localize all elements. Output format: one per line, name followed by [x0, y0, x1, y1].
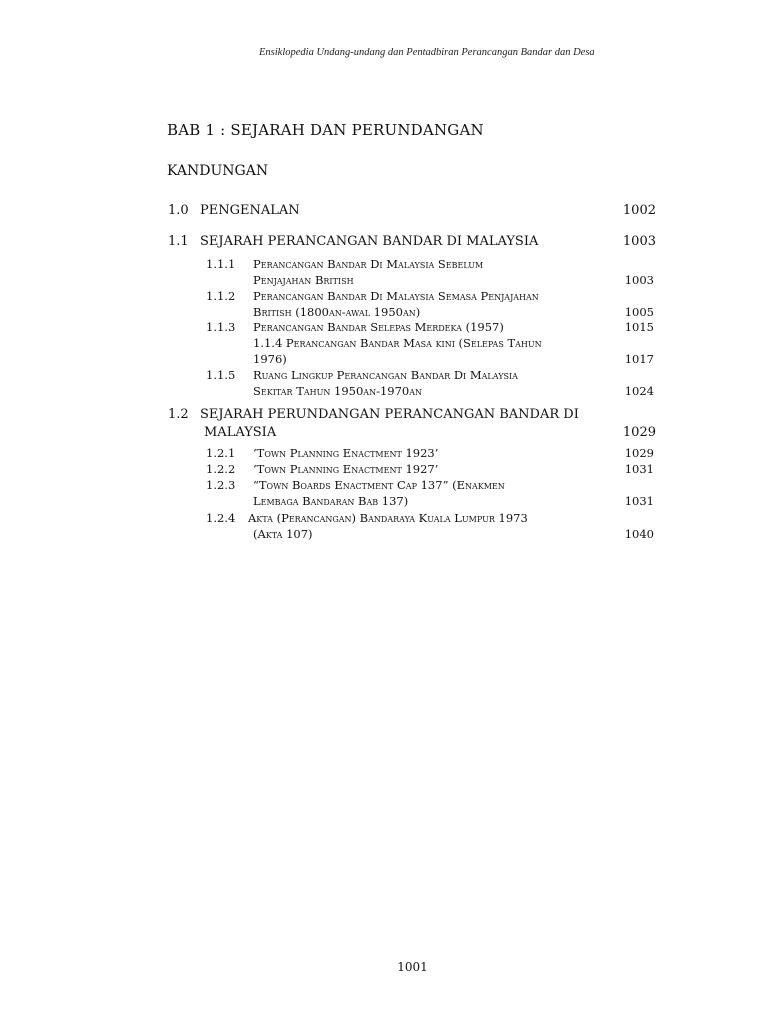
- subsection-number: 1.1.3: [206, 320, 236, 334]
- toc-entry-1-2-1[interactable]: [206, 446, 654, 462]
- toc-entry-1-2-3[interactable]: [206, 478, 654, 509]
- subsection-title-line1: ‘Town Planning Enactment 1927’: [253, 462, 439, 476]
- subsection-number: 1.2.3: [206, 478, 236, 492]
- page-reference: 1029: [624, 446, 654, 460]
- toc-entry-1-1-1[interactable]: [206, 257, 654, 288]
- page-reference: 1024: [624, 383, 654, 398]
- toc-entry-1-2-2[interactable]: [206, 462, 654, 478]
- toc-entry-1-2-4[interactable]: [206, 511, 654, 542]
- section-title-line2: MALAYSIA: [204, 425, 277, 440]
- subsection-title-line1: “Town Boards Enactment Cap 137” (Enakmen: [253, 478, 505, 492]
- page-reference: 1017: [624, 351, 654, 366]
- toc-entry-1-2[interactable]: [168, 405, 656, 445]
- page-reference: 1029: [622, 425, 656, 440]
- toc-entry-1-0[interactable]: [168, 201, 656, 221]
- toc-entry-1-1[interactable]: [168, 232, 656, 252]
- section-title: PENGENALAN: [200, 203, 300, 218]
- subsection-number: 1.1.2: [206, 289, 236, 303]
- subsection-title-line1: Perancangan Bandar Di Malaysia Semasa Penjajahan: [253, 289, 539, 303]
- page-reference: 1031: [624, 462, 654, 476]
- subsection-title-line1: ‘Town Planning Enactment 1923’: [253, 446, 439, 460]
- chapter-title: BAB 1 : SEJARAH DAN PERUNDANGAN: [167, 121, 484, 139]
- subsection-title-line1: Ruang Lingkup Perancangan Bandar Di Malaysia: [253, 368, 518, 382]
- subsection-title-line1: Perancangan Bandar Selepas Merdeka (1957): [253, 320, 504, 334]
- section-number: 1.2: [168, 407, 189, 422]
- subsection-title-line1: 1.1.4 Perancangan Bandar Masa kini (Selepas Tahun: [253, 336, 542, 350]
- subsection-title-line2: Penjajahan British: [253, 272, 354, 287]
- section-number: 1.1: [168, 234, 189, 249]
- toc-entry-1-1-4[interactable]: [206, 336, 654, 367]
- subsection-title-line2: Sekitar Tahun 1950an-1970an: [253, 383, 423, 398]
- page-reference: 1015: [624, 320, 654, 334]
- subsection-title-line2: (Akta 107): [253, 526, 313, 541]
- subsection-number: 1.1.5: [206, 368, 236, 382]
- page-reference: 1005: [624, 304, 654, 319]
- subsection-title-line2: British (1800an-awal 1950an): [253, 304, 421, 319]
- subsection-number: 1.2.2: [206, 462, 236, 476]
- subsection-title-line2: Lembaga Bandaran Bab 137): [253, 493, 409, 508]
- page-reference: 1031: [624, 493, 654, 508]
- subsection-title-line2: 1976): [253, 351, 287, 366]
- section-title: SEJARAH PERANCANGAN BANDAR DI MALAYSIA: [200, 234, 539, 249]
- section-number: 1.0: [168, 203, 189, 218]
- page-reference: 1002: [622, 203, 656, 218]
- running-header: Ensiklopedia Undang-undang dan Pentadbiran Perancangan Bandar dan Desa: [259, 47, 595, 58]
- page-number: 1001: [397, 960, 428, 974]
- page-reference: 1040: [624, 526, 654, 541]
- subsection-number: 1.1.1: [206, 257, 236, 271]
- page-reference: 1003: [622, 234, 656, 249]
- toc-entry-1-1-3[interactable]: [206, 320, 654, 336]
- page-reference: 1003: [624, 272, 654, 287]
- subsection-title-line1: Akta (Perancangan) Bandaraya Kuala Lumpur 1973: [248, 511, 528, 525]
- subsection-title-line1: Perancangan Bandar Di Malaysia Sebelum: [253, 257, 484, 271]
- subsection-number: 1.2.4: [206, 511, 236, 525]
- contents-heading: KANDUNGAN: [167, 163, 269, 179]
- subsection-number: 1.2.1: [206, 446, 236, 460]
- toc-entry-1-1-2[interactable]: [206, 289, 654, 320]
- section-title-line1: SEJARAH PERUNDANGAN PERANCANGAN BANDAR DI: [200, 407, 579, 422]
- toc-entry-1-1-5[interactable]: [206, 368, 654, 399]
